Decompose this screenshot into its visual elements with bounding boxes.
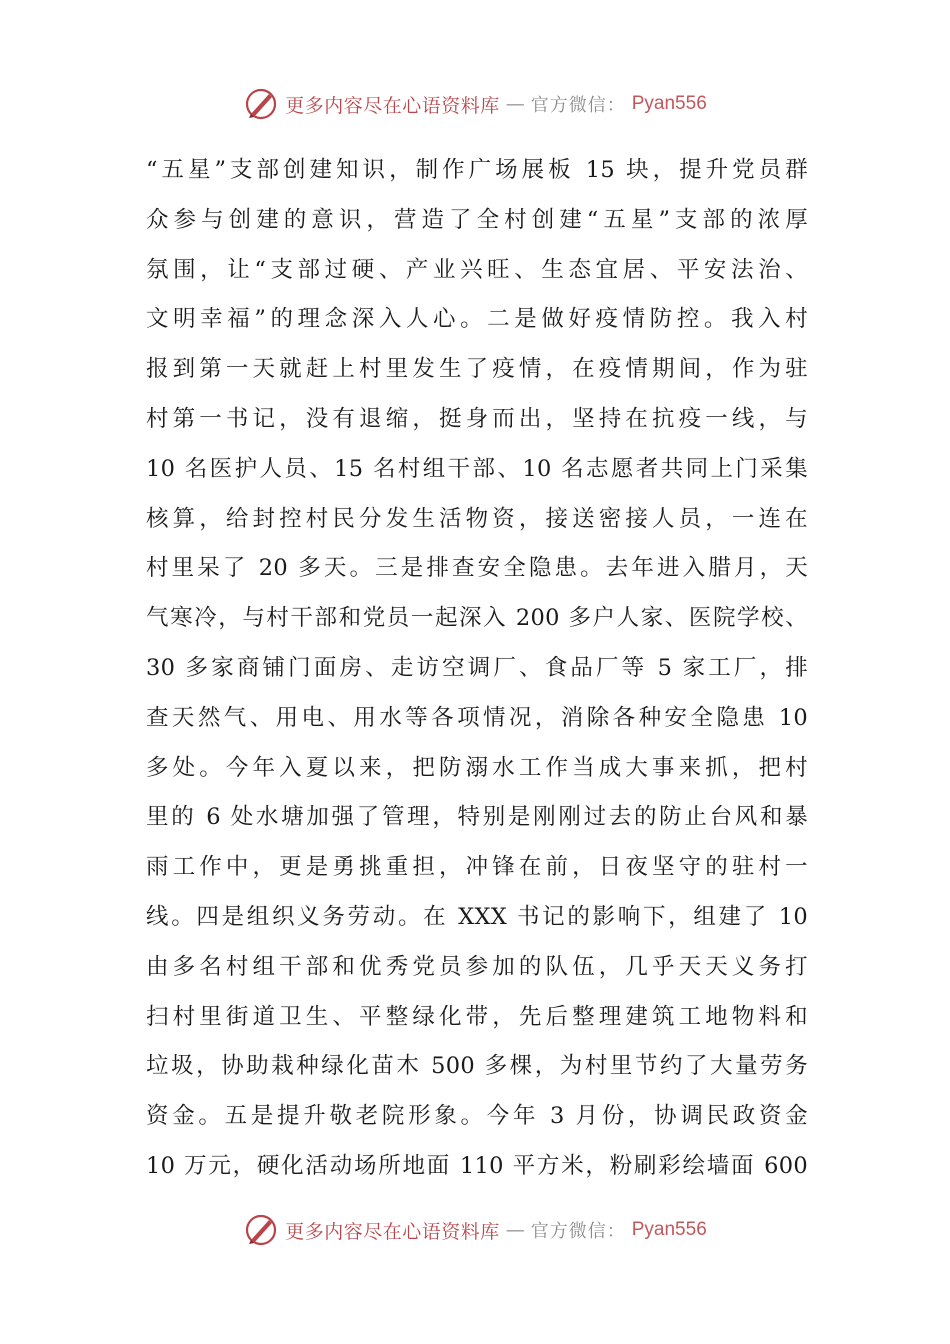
header-watermark-banner: [0, 82, 950, 126]
header-official-label: 官方微信：: [530, 95, 626, 116]
body-line: 查天然气、用电、用水等各项情况，消除各种安全隐患 10: [146, 704, 808, 731]
body-line: 线。四是组织义务劳动。在 XXX 书记的影响下，组建了 10: [146, 903, 808, 930]
footer-brand-text: 更多内容尽在心语资料库: [285, 1220, 500, 1243]
body-line: “五星”支部创建知识，制作广场展板 15 块，提升党员群: [146, 157, 808, 183]
body-line: 垃圾，协助栽种绿化苗木 500 多棵，为村里节约了大量劳务: [146, 1053, 808, 1080]
body-paragraph: [146, 146, 808, 1192]
footer-official-label: 官方微信：: [530, 1221, 626, 1242]
body-line: 氛围，让“支部过硬、产业兴旺、生态宜居、平安法治、: [146, 256, 808, 283]
body-line: 扫村里街道卫生、平整绿化带，先后整理建筑工地物料和: [146, 1003, 808, 1030]
body-line: 文明幸福”的理念深入人心。二是做好疫情防控。我入村: [146, 306, 808, 333]
pen-logo-icon: [243, 1212, 279, 1248]
body-line: 里的 6 处水塘加强了管理，特别是刚刚过去的防止台风和暴: [146, 804, 808, 831]
footer-watermark-banner: [0, 1208, 950, 1252]
footer-wechat-id: Pyan556: [631, 1219, 707, 1240]
body-line: 多处。今年入夏以来，把防溺水工作当成大事来抓，把村: [146, 754, 808, 781]
body-line: 30 多家商铺门面房、走访空调厂、食品厂等 5 家工厂，排: [146, 654, 808, 681]
footer-separator: —: [505, 1219, 525, 1241]
header-wechat-id: Pyan556: [631, 93, 707, 114]
header-separator: —: [505, 93, 525, 115]
body-line: 村里呆了 20 多天。三是排查安全隐患。去年进入腊月，天: [146, 555, 808, 582]
body-line: 村第一书记，没有退缩，挺身而出，坚持在抗疫一线，与: [146, 405, 808, 432]
body-line: 气寒冷，与村干部和党员一起深入 200 多户人家、医院学校、: [146, 605, 808, 632]
body-line: 众参与创建的意识，营造了全村创建“五星”支部的浓厚: [146, 206, 808, 233]
body-line: 报到第一天就赶上村里发生了疫情，在疫情期间，作为驻: [146, 356, 808, 383]
body-line: 由多名村组干部和优秀党员参加的队伍，几乎天天义务打: [146, 953, 808, 980]
body-line: 核算，给封控村民分发生活物资，接送密接人员，一连在: [146, 505, 808, 532]
body-line: 10 名医护人员、15 名村组干部、10 名志愿者共同上门采集: [146, 455, 808, 482]
body-line: 10 万元，硬化活动场所地面 110 平方米，粉刷彩绘墙面 600: [146, 1152, 808, 1179]
header-brand-text: 更多内容尽在心语资料库: [285, 94, 500, 117]
pen-logo-icon: [243, 86, 279, 122]
body-line: 雨工作中，更是勇挑重担，冲锋在前，日夜坚守的驻村一: [146, 854, 808, 881]
body-line: 资金。五是提升敬老院形象。今年 3 月份，协调民政资金: [146, 1103, 808, 1130]
